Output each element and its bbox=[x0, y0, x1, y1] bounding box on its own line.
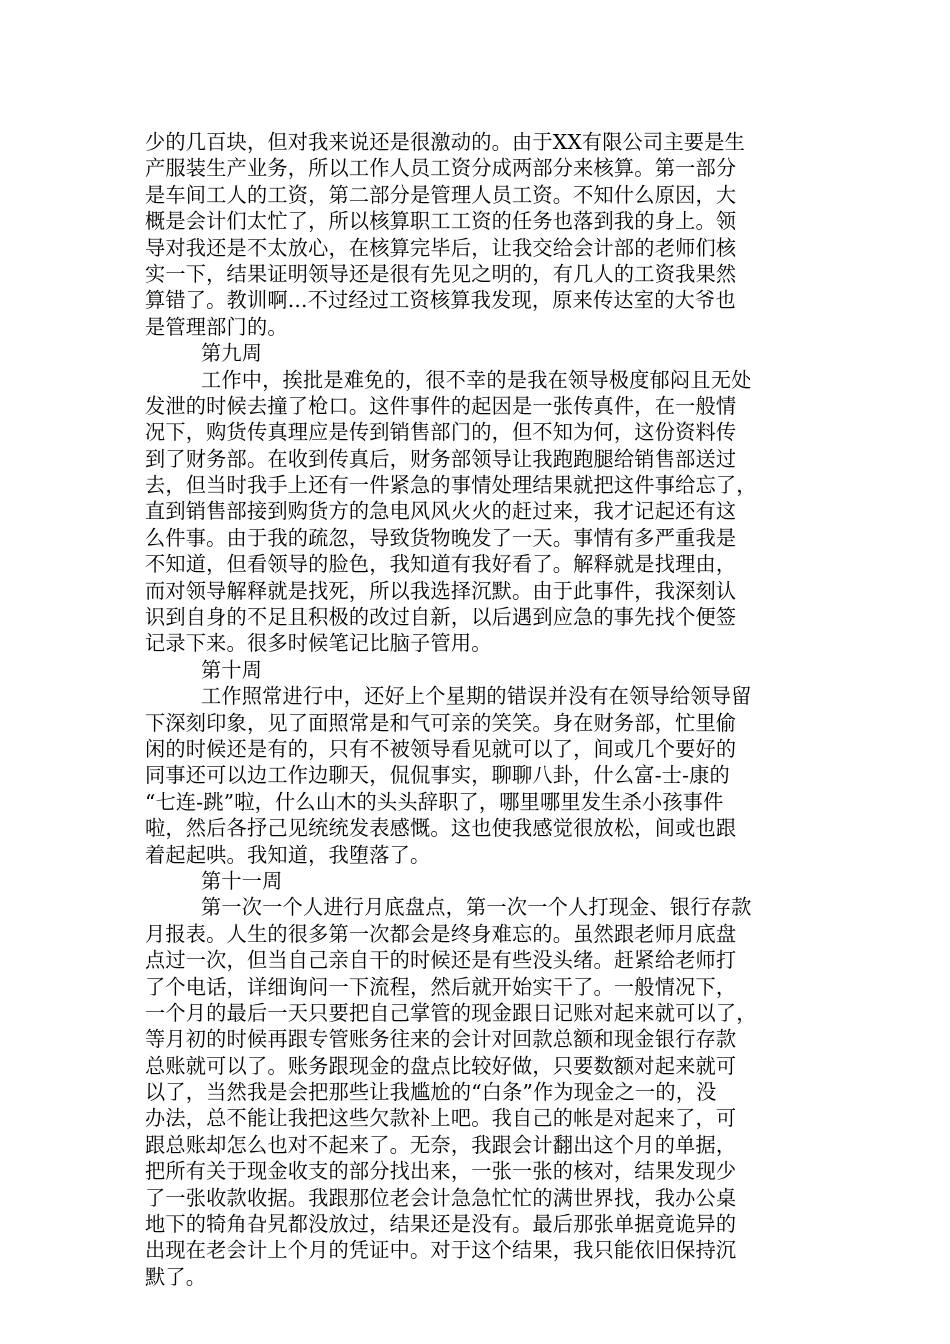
text-line: 到了财务部。在收到传真后，财务部领导让我跑跑腿给销售部送过 bbox=[145, 446, 737, 471]
text-line: 识到自身的不足且积极的改过自新，以后遇到应急的事先找个便签 bbox=[145, 605, 737, 630]
paragraph-week-9 bbox=[145, 367, 823, 657]
text-line: 是车间工人的工资，第二部分是管理人员工资。不知什么原因，大 bbox=[145, 182, 737, 207]
text-line: 出现在老会计上个月的凭证中。对于这个结果，我只能依旧保持沉 bbox=[145, 1238, 737, 1263]
text-line: 点过一次，但当自己亲自干的时候还是有些没头绪。赶紧给老师打 bbox=[145, 948, 737, 973]
text-line: 工作中，挨批是难免的，很不幸的是我在领导极度郁闷且无处 bbox=[201, 367, 752, 392]
text-line: 产服装生产业务，所以工作人员工资分成两部分来核算。第一部分 bbox=[145, 156, 737, 181]
text-line: 跟总账却怎么也对不起来了。无奈，我跟会计翻出这个月的单据， bbox=[145, 1132, 737, 1157]
text-line: 是管理部门的。 bbox=[145, 314, 288, 339]
text-line: 而对领导解释就是找死，所以我选择沉默。由于此事件，我深刻认 bbox=[145, 578, 737, 603]
text-line: 记录下来。很多时候笔记比脑子管用。 bbox=[145, 631, 492, 656]
text-line: 第一次一个人进行月底盘点，第一次一个人打现金、银行存款 bbox=[201, 895, 752, 920]
text-line: 实一下，结果证明领导还是很有先见之明的，有几人的工资我果然 bbox=[145, 261, 737, 286]
text-line: 下深刻印象，见了面照常是和气可亲的笑笑。身在财务部，忙里偷 bbox=[145, 710, 737, 735]
paragraph-week-11 bbox=[145, 894, 823, 1290]
text-line: 么件事。由于我的疏忽，导致货物晚发了一天。事情有多严重我是 bbox=[145, 525, 737, 550]
text-line: 以了，当然我是会把那些让我尴尬的“白条”作为现金之一的，没 bbox=[145, 1080, 717, 1105]
text-line: 同事还可以边工作边聊天，侃侃事实，聊聊八卦，什么富-士-康的 bbox=[145, 763, 730, 788]
text-line: 去，但当时我手上还有一件紧急的事情处理结果就把这件事给忘了， bbox=[145, 473, 757, 498]
text-line: 闲的时候还是有的，只有不被领导看见就可以了，间或几个要好的 bbox=[145, 736, 737, 761]
text-line: 啦，然后各抒己见统统发表感慨。这也使我感觉很放松，间或也跟 bbox=[145, 816, 737, 841]
text-line: 了个电话，详细询问一下流程，然后就开始实干了。一般情况下， bbox=[145, 974, 737, 999]
text-line: 算错了。教训啊...不过经过工资核算我发现，原来传达室的大爷也 bbox=[145, 288, 736, 313]
section-heading-week-11: 第十一周 bbox=[201, 868, 283, 893]
text-line: 导对我还是不太放心，在核算完毕后，让我交给会计部的老师们核 bbox=[145, 235, 737, 260]
text-line: 直到销售部接到购货方的急电风风火火的赶过来，我才记起还有这 bbox=[145, 499, 737, 524]
text-line: 了一张收款收据。我跟那位老会计急急忙忙的满世界找，我办公桌 bbox=[145, 1185, 737, 1210]
section-heading-week-9: 第九周 bbox=[201, 341, 263, 366]
text-line: 不知道，但看领导的脸色，我知道有我好看了。解释就是找理由， bbox=[145, 552, 737, 577]
text-line: 地下的犄角旮旯都没放过，结果还是没有。最后那张单据竟诡异的 bbox=[145, 1212, 737, 1237]
text-line: 默了。 bbox=[145, 1264, 207, 1289]
text-line: 概是会计们太忙了，所以核算职工工资的任务也落到我的身上。领 bbox=[145, 209, 737, 234]
paragraph-week-10 bbox=[145, 683, 823, 868]
text-line: 发泄的时候去撞了枪口。这件事件的起因是一张传真件，在一般情 bbox=[145, 393, 737, 418]
section-heading-week-10: 第十周 bbox=[201, 657, 263, 682]
text-line: 办法，总不能让我把这些欠款补上吧。我自己的帐是对起来了，可 bbox=[145, 1106, 737, 1131]
document-body bbox=[145, 129, 823, 1290]
text-line: 等月初的时候再跟专管账务往来的会计对回款总额和现金银行存款 bbox=[145, 1027, 737, 1052]
text-line: “七连-跳”啦，什么山木的头头辞职了，哪里哪里发生杀小孩事件 bbox=[145, 789, 724, 814]
text-line: 一个月的最后一天只要把自己掌管的现金跟日记账对起来就可以了， bbox=[145, 1000, 757, 1025]
text-line: 着起起哄。我知道，我堕落了。 bbox=[145, 842, 431, 867]
text-line: 总账就可以了。账务跟现金的盘点比较好做，只要数额对起来就可 bbox=[145, 1053, 737, 1078]
text-line: 工作照常进行中，还好上个星期的错误并没有在领导给领导留 bbox=[201, 684, 752, 709]
text-line: 少的几百块，但对我来说还是很激动的。由于XX有限公司主要是生 bbox=[145, 130, 745, 154]
text-line: 况下，购货传真理应是传到销售部门的，但不知为何，这份资料传 bbox=[145, 420, 737, 445]
paragraph-continuation bbox=[145, 129, 823, 340]
text-line: 把所有关于现金收支的部分找出来，一张一张的核对，结果发现少 bbox=[145, 1159, 737, 1184]
text-line: 月报表。人生的很多第一次都会是终身难忘的。虽然跟老师月底盘 bbox=[145, 921, 737, 946]
